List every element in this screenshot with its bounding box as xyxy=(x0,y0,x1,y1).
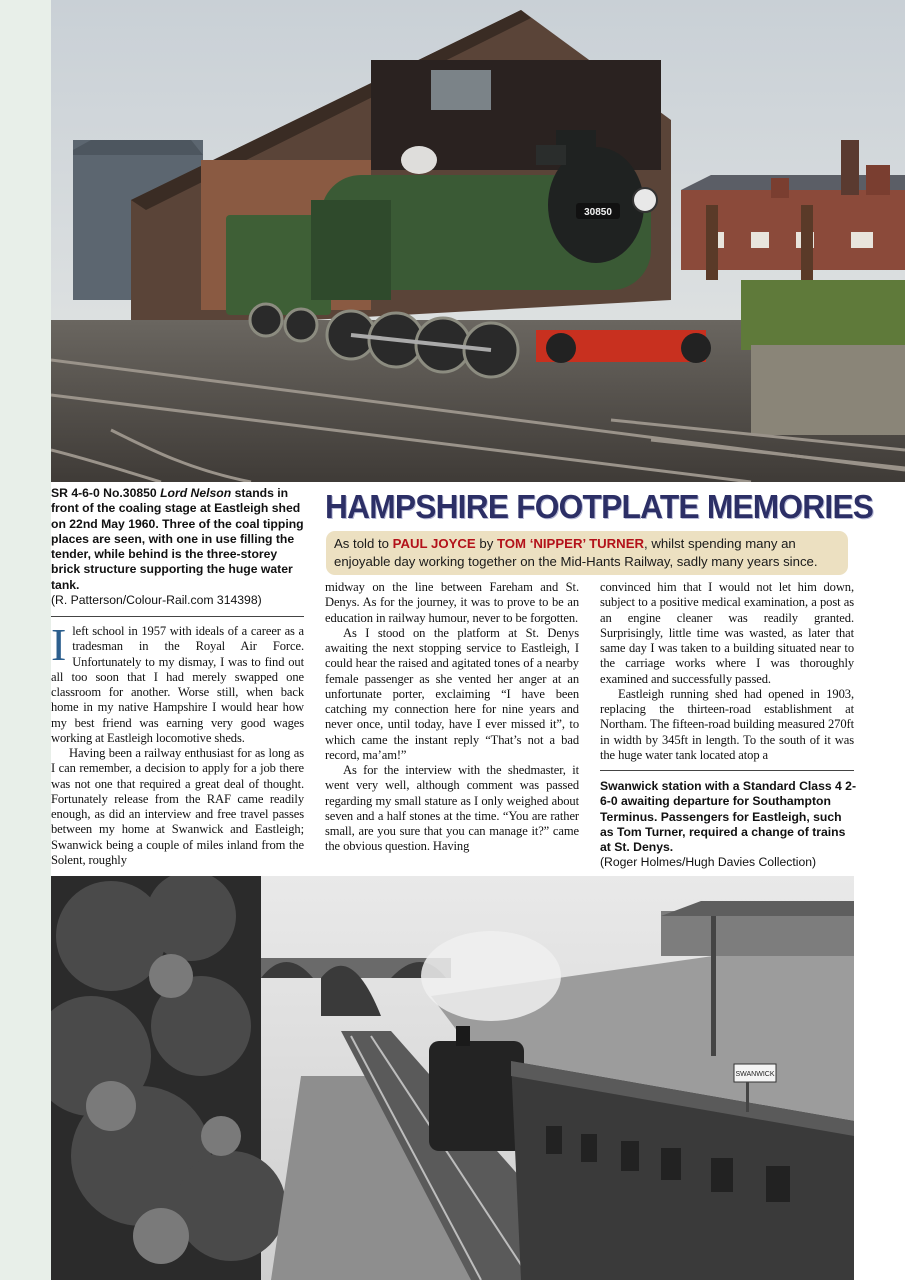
paragraph-text: left school in 1957 with ideals of a career as a tradesman in the Royal Air Force. Unfortunately to my dismay, I was to find out all too soon that I had merely swapped one classroom for another. Worse still, when back home in my native Hampshire I would hear how my best friend was earning very good wages working at Eastleigh locomotive sheds. xyxy=(51,624,304,745)
body-column-3 xyxy=(600,580,854,763)
top-photo xyxy=(51,0,905,482)
top-photo-caption xyxy=(51,486,304,608)
body-paragraph: Eastleigh running shed had opened in 1903, replacing the thirteen-road establishment at Northam. The fifteen-road building measured 270ft in width by 345ft in length. To the south of it was the huge water tank located atop a xyxy=(600,686,854,762)
body-paragraph: convinced him that I would not let him down, subject to a positive medical examination, a post as an engine cleaner was readily granted. Surprisingly, little time was wasted, as later that same day I was taken to a building situated near to the carriage works where I was thoroughly examined and successfully passed. xyxy=(600,580,854,686)
caption-divider xyxy=(600,770,854,771)
caption-divider xyxy=(51,616,304,617)
standfirst-text: by xyxy=(475,536,497,551)
standfirst-text: , whilst spending many an enjoyable day working together on the Mid-Hants Railway, sadly many years since. xyxy=(334,536,818,569)
caption-credit: (Roger Holmes/Hugh Davies Collection) xyxy=(600,855,817,870)
standfirst-text: As told to xyxy=(334,536,393,551)
article-title: HAMPSHIRE FOOTPLATE MEMORIES xyxy=(325,488,874,525)
caption-prefix: SR 4-6-0 No.30850 xyxy=(51,486,161,500)
standfirst xyxy=(326,531,848,575)
caption-text: Swanwick station with a Standard Class 4 2-6-0 awaiting departure for Southampton Terminus. Passengers for Eastleigh, such as Tom Turner, required a change of trains at St. Denys. xyxy=(600,779,857,855)
standfirst-subject: TOM ‘NIPPER’ TURNER xyxy=(496,536,645,551)
body-paragraph xyxy=(51,619,304,746)
caption-credit: (R. Patterson/Colour-Rail.com 314398) xyxy=(51,593,262,608)
smokebox-number: 30850 xyxy=(584,207,612,218)
magazine-page xyxy=(51,0,905,1280)
bottom-photo xyxy=(51,876,854,1280)
body-paragraph: midway on the line between Fareham and St. Denys. As for the journey, it was to prove to be an education in railway humour, never to be forgotten. xyxy=(325,580,579,625)
body-column-2 xyxy=(325,580,579,855)
station-sign: SWANWICK xyxy=(735,1071,775,1078)
caption-loco-name: Lord Nelson xyxy=(160,486,232,500)
drop-cap: I xyxy=(51,619,67,670)
body-paragraph: Having been a railway enthusiast for as long as I can remember, a decision to apply for a job there was not one that required a great deal of thought. Fortunately release from the RAF came readily enough, as did an interview and free travel passes between my home at Swanwick and Eastleigh; Swanwick being a couple of miles inland from the Solent, roughly xyxy=(51,746,304,867)
body-paragraph: As for the interview with the shedmaster, it went very well, although comment was passed regarding my small stature as I only weighed about seven and a half stones at the time. “You are rather small, are you sure that you can manage it?” came the obvious question. Having xyxy=(325,763,579,854)
standfirst-author: PAUL JOYCE xyxy=(392,536,476,551)
station-illustration xyxy=(51,876,854,1280)
loco-illustration xyxy=(51,0,905,482)
bottom-photo-caption xyxy=(600,779,856,871)
caption-text: stands in front of the coaling stage at Eastleigh shed on 22nd May 1960. Three of the coal tipping places are seen, with one in use filling the tender, while behind is the three-storey brick structure supporting the huge water tank. xyxy=(51,486,304,592)
body-paragraph: As I stood on the platform at St. Denys awaiting the next stopping service to Eastleigh, I could hear the raised and agitated tones of a nearby female passenger as she vented her anger at an unfortunate porter, exclaiming “I have been catching my connection here for nine years and never once, until today, have I ever missed it”, to which came the instant reply “That’s not a bad record, ma’am!” xyxy=(325,625,579,762)
body-column-1 xyxy=(51,619,304,868)
